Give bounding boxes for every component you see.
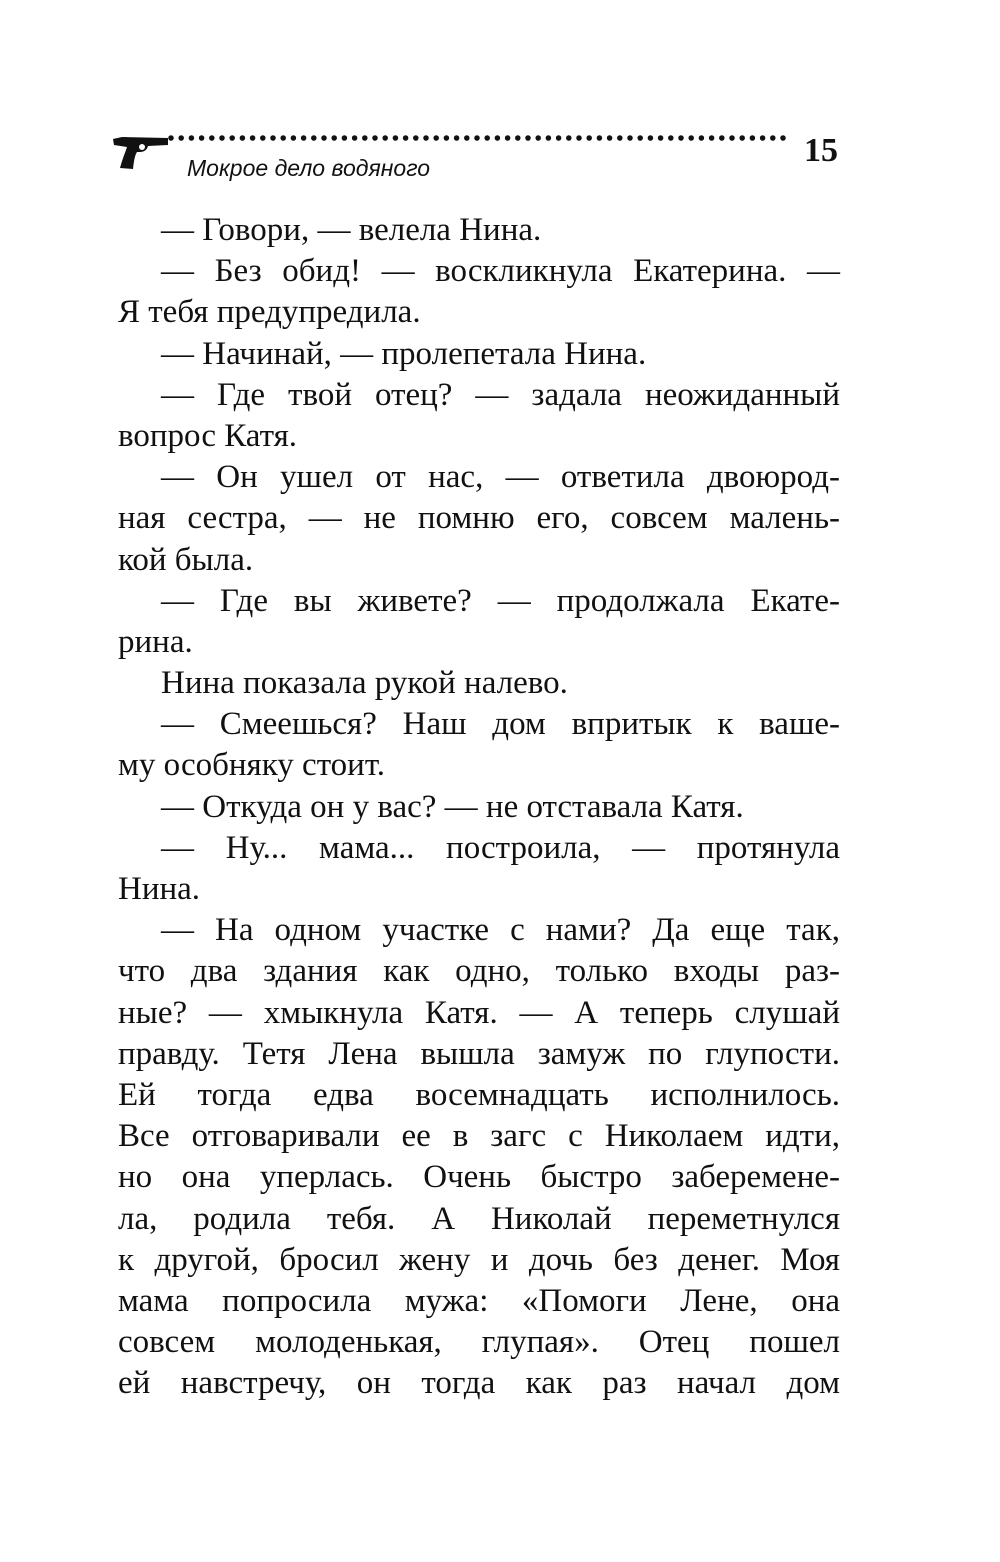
text-line: му особняку стоит. — [118, 747, 386, 784]
running-title: Мокрое дело водяного — [187, 155, 431, 181]
text-line: рина. — [118, 623, 193, 660]
text-line: ла, родила тебя. А Николай переметнулся — [118, 1200, 840, 1237]
text-line: совсем молоденькая, глупая». Отец пошел — [118, 1324, 840, 1361]
text-line: что два здания как одно, только входы раз- — [118, 953, 840, 990]
text-line: Нина. — [118, 871, 201, 907]
page-number: 15 — [804, 132, 838, 169]
text-line: Все отговаривали ее в загс с Николаем идти, — [118, 1118, 840, 1155]
text-line: — Где твой отец? — задала неожиданный — [161, 376, 840, 413]
text-line: Я тебя предупредила. — [118, 294, 421, 331]
dotted-rule — [168, 134, 794, 142]
text-line: ные? — хмыкнула Катя. — А теперь слушай — [118, 994, 840, 1031]
text-line: — Говори, — велела Нина. — [161, 212, 542, 248]
text-line: ей навстречу, он тогда как раз начал дом — [118, 1365, 840, 1402]
text-line: кой была. — [118, 541, 254, 578]
text-line: — Где вы живете? — продолжала Екате- — [161, 582, 840, 619]
text-line: правду. Тетя Лена вышла замуж по глупости. — [118, 1035, 840, 1072]
text-line: — Без обид! — воскликнула Екатерина. — — [161, 253, 840, 290]
text-line: вопрос Катя. — [118, 417, 298, 454]
text-line: — Он ушел от нас, — ответила двоюрод- — [161, 459, 840, 496]
text-line: — На одном участке с нами? Да еще так, — [161, 912, 840, 949]
text-line: — Ну... мама... построила, — протянула — [161, 829, 840, 866]
text-line: к другой, бросил жену и дочь без денег. Моя — [118, 1241, 840, 1278]
text-line: — Начинай, — пролепетала Нина. — [161, 335, 647, 372]
text-line: ная сестра, — не помню его, совсем малень- — [118, 500, 840, 537]
body-text — [118, 210, 840, 1404]
text-line: — Смеешься? Наш дом впритык к ваше- — [161, 706, 840, 743]
text-line: — Откуда он у вас? — не отставала Катя. — [161, 788, 744, 825]
text-line: мама попросила мужа: «Помоги Лене, она — [118, 1282, 840, 1319]
page-header — [0, 0, 1000, 200]
text-line: Ей тогда едва восемнадцать исполнилось. — [118, 1076, 840, 1113]
text-line: но она уперлась. Очень быстро забеременe- — [118, 1159, 840, 1196]
revolver-icon — [112, 133, 170, 171]
text-line: Нина показала рукой налево. — [161, 665, 568, 702]
